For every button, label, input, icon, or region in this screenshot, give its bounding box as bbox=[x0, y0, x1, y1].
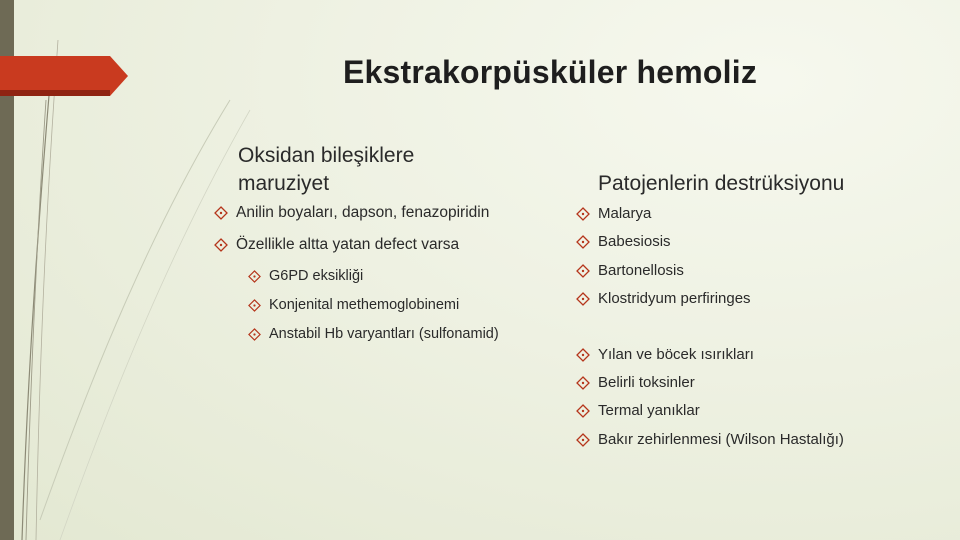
list-item-text: Termal yanıklar bbox=[598, 402, 700, 419]
diamond-bullet-icon bbox=[576, 348, 590, 362]
list-item-text: Anilin boyaları, dapson, fenazopiridin bbox=[236, 204, 490, 221]
diamond-bullet-icon bbox=[248, 270, 261, 283]
list-item bbox=[576, 346, 754, 363]
diamond-bullet-icon bbox=[214, 238, 228, 252]
list-item-text: Malarya bbox=[598, 205, 652, 222]
list-item-text: Bakır zehirlenmesi (Wilson Hastalığı) bbox=[598, 431, 844, 448]
list-item bbox=[214, 204, 489, 222]
diamond-bullet-icon bbox=[576, 207, 590, 221]
list-item-text: Babesiosis bbox=[598, 233, 671, 250]
list-item bbox=[576, 262, 684, 279]
left-column-heading: Oksidan bileşiklere maruziyet bbox=[238, 144, 415, 195]
diamond-bullet-icon bbox=[576, 264, 590, 278]
list-item-text: Bartonellosis bbox=[598, 262, 684, 279]
list-item bbox=[576, 205, 651, 222]
list-item bbox=[576, 290, 751, 307]
list-item bbox=[576, 374, 695, 391]
list-item bbox=[214, 236, 459, 254]
list-item bbox=[576, 402, 700, 419]
sub-list-item bbox=[248, 268, 363, 284]
sub-list-item-text: G6PD eksikliği bbox=[269, 268, 364, 284]
list-item-text: Özellikle altta yatan defect varsa bbox=[236, 236, 460, 253]
title-accent-arrow bbox=[0, 56, 128, 96]
list-item-text: Belirli toksinler bbox=[598, 374, 695, 391]
list-item bbox=[576, 431, 844, 448]
diamond-bullet-icon bbox=[214, 206, 228, 220]
diamond-bullet-icon bbox=[248, 299, 261, 312]
list-item-text: Yılan ve böcek ısırıkları bbox=[598, 346, 754, 363]
diamond-bullet-icon bbox=[576, 376, 590, 390]
right-column-heading: Patojenlerin destrüksiyonu bbox=[598, 172, 845, 195]
sub-list-item bbox=[248, 326, 499, 342]
sub-list-item-text: Anstabil Hb varyantları (sulfonamid) bbox=[269, 326, 499, 342]
diamond-bullet-icon bbox=[576, 433, 590, 447]
sub-list-item bbox=[248, 297, 459, 313]
diamond-bullet-icon bbox=[576, 292, 590, 306]
list-item-text: Klostridyum perfiringes bbox=[598, 290, 751, 307]
diamond-bullet-icon bbox=[248, 328, 261, 341]
slide-title: Ekstrakorpüsküler hemoliz bbox=[342, 54, 758, 90]
diamond-bullet-icon bbox=[576, 235, 590, 249]
list-item bbox=[576, 233, 671, 250]
diamond-bullet-icon bbox=[576, 404, 590, 418]
sub-list-item-text: Konjenital methemoglobinemi bbox=[269, 297, 460, 313]
